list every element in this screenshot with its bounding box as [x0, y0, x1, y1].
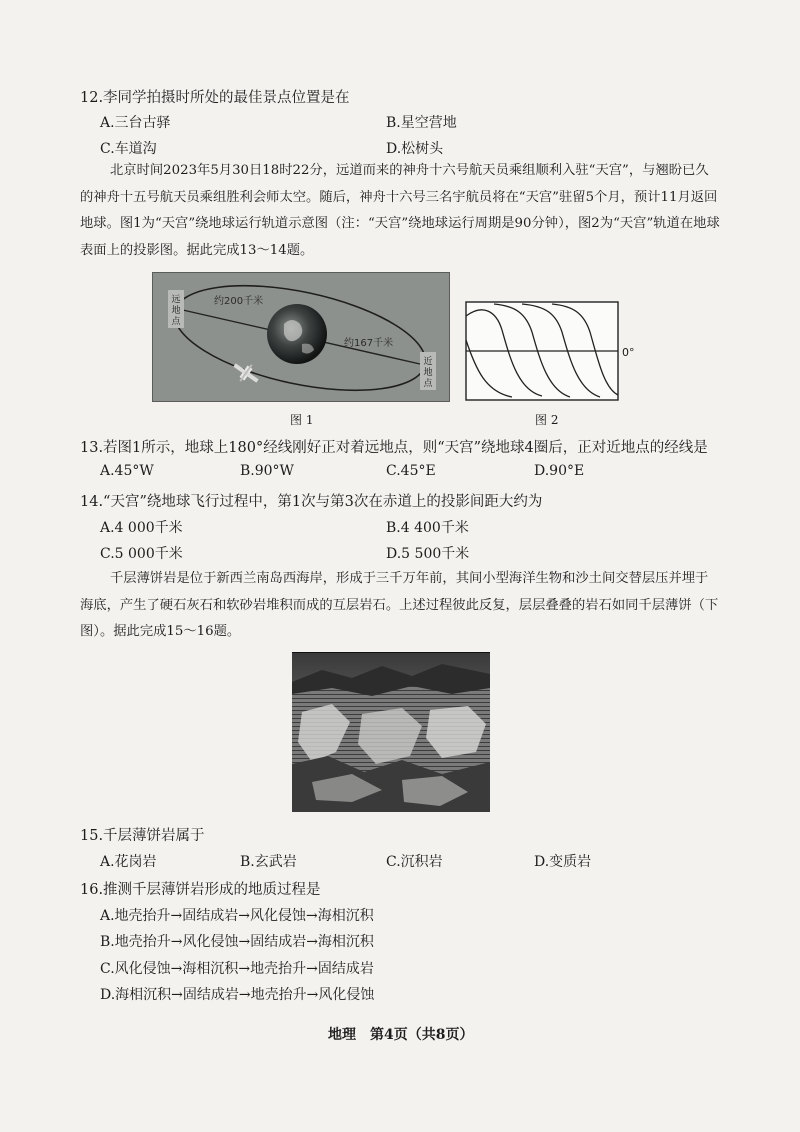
pancake-rocks-photo	[292, 652, 490, 816]
q15-option-a: A.花岗岩	[100, 854, 157, 870]
q13-option-d: D.90°E	[534, 463, 585, 479]
q16-option-c: C.风化侵蚀→海相沉积→地壳抬升→固结成岩	[100, 961, 374, 977]
q13-stem: 13.若图1所示，地球上180°经线刚好正对着远地点，则“天宫”绕地球4圈后，正对近地点的经线是	[80, 440, 708, 456]
q15-option-d: D.变质岩	[534, 854, 592, 870]
q12-stem: 12.李同学拍摄时所处的最佳景点位置是在	[80, 90, 350, 106]
q13-option-b: B.90°W	[240, 463, 294, 479]
q14-option-a: A.4 000千米	[100, 520, 183, 536]
q16-option-b: B.地壳抬升→风化侵蚀→固结成岩→海相沉积	[100, 934, 374, 950]
q15-stem: 15.千层薄饼岩属于	[80, 828, 205, 844]
q14-option-d: D.5 500千米	[386, 546, 470, 562]
q13-option-c: C.45°E	[386, 463, 436, 479]
figure-1-orbit	[152, 272, 450, 406]
q15-option-b: B.玄武岩	[240, 854, 297, 870]
near-alt-label: 约167千米	[344, 338, 394, 349]
far-point-label: 远地点	[171, 295, 181, 327]
page-footer: 地理 第4页（共8页）	[328, 1027, 474, 1043]
q16-option-a: A.地壳抬升→固结成岩→风化侵蚀→海相沉积	[100, 908, 374, 924]
q12-option-c: C.车道沟	[100, 141, 157, 157]
q14-stem: 14.“天宫”绕地球飞行过程中，第1次与第3次在赤道上的投影间距大约为	[80, 494, 543, 510]
q14-option-b: B.4 400千米	[386, 520, 469, 536]
passage-pancake-rocks: 千层薄饼岩是位于新西兰南岛西海岸，形成于三千万年前，其间小型海洋生物和沙土间交替层压并埋于海底，产生了硬石灰石和软砂岩堆积而成的互层岩石。上述过程彼此反复，层层叠叠的岩石如同千层薄饼（下图）。据此完成15～16题。	[80, 571, 719, 639]
near-point-label: 近地点	[423, 357, 433, 389]
passage-tiangong: 北京时间2023年5月30日18时22分，远道而来的神舟十六号航天员乘组顺利入驻“天宫”，与翘盼已久的神舟十五号航天员乘组胜利会师太空。随后，神舟十六号三名宇航员将在“天宫”驻留5个月，预计11月返回地球。图1为“天宫”绕地球运行轨道示意图（注：“天宫”绕地球运行周期是90分钟），图2为“天宫”轨道在地球表面上的投影图。据此完成13～14题。	[80, 163, 720, 258]
q16-option-d: D.海相沉积→固结成岩→地壳抬升→风化侵蚀	[100, 987, 375, 1003]
q12-option-a: A.三台古驿	[100, 115, 171, 131]
q12-option-d: D.松树头	[386, 141, 444, 157]
figure-2-ground-track	[462, 300, 644, 408]
figure-2-caption: 图 2	[535, 413, 559, 427]
q15-option-c: C.沉积岩	[386, 854, 443, 870]
q13-option-a: A.45°W	[100, 463, 154, 479]
q14-option-c: C.5 000千米	[100, 546, 183, 562]
figure-1-caption: 图 1	[290, 413, 314, 427]
far-alt-label: 约200千米	[214, 296, 264, 307]
equator-label: 0°	[622, 346, 635, 359]
q12-option-b: B.星空营地	[386, 115, 457, 131]
q16-stem: 16.推测千层薄饼岩形成的地质过程是	[80, 882, 321, 898]
